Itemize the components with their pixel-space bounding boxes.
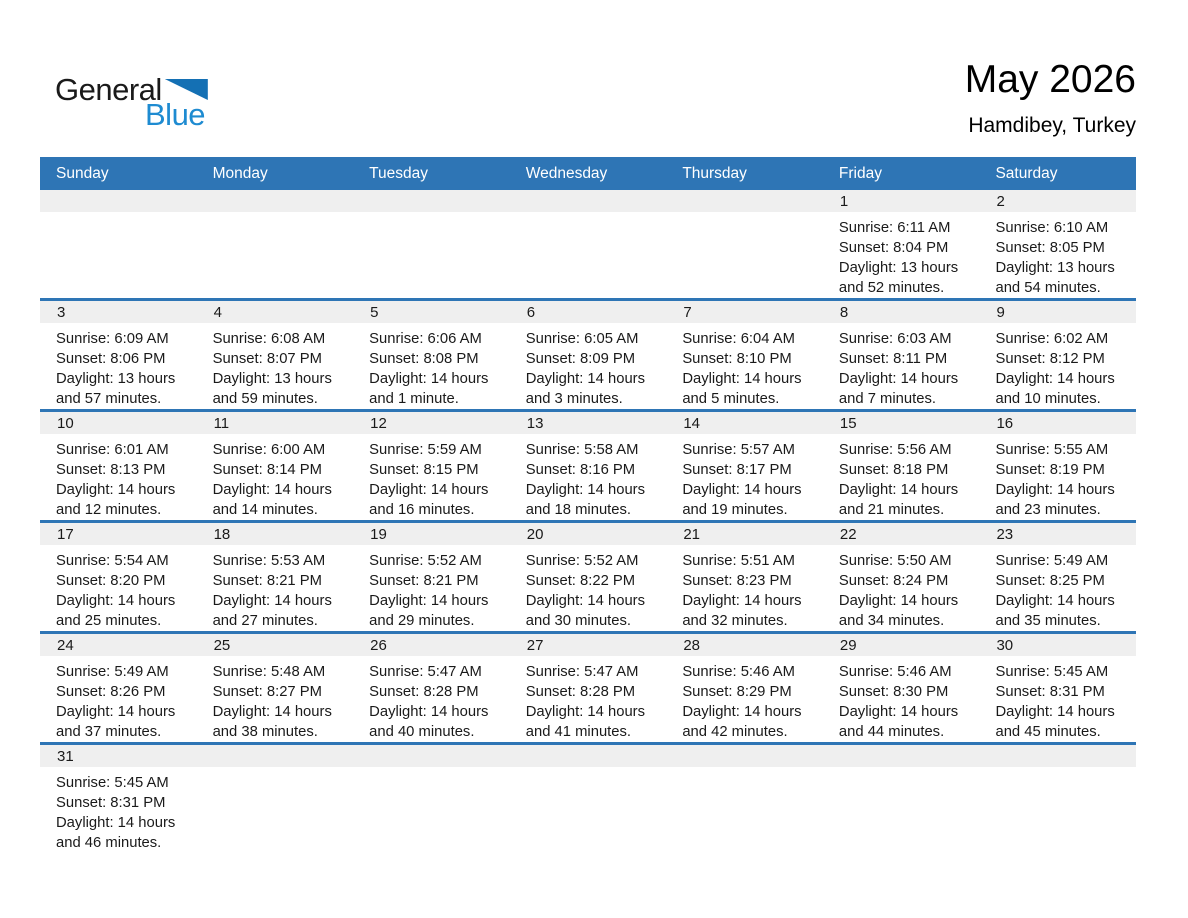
daylight-text-line1: Daylight: 14 hours	[995, 593, 1115, 609]
day-number: 1	[823, 190, 980, 212]
daylight-text-line1: Daylight: 14 hours	[212, 704, 332, 720]
sunset-text: Sunset: 8:23 PM	[682, 573, 792, 589]
sunrise-text: Sunrise: 6:08 AM	[212, 331, 326, 347]
day-info	[823, 323, 980, 409]
sunset-text: Sunset: 8:04 PM	[838, 240, 949, 256]
daylight-text-line1: Daylight: 14 hours	[525, 482, 645, 498]
day-number	[510, 190, 667, 212]
day-info	[197, 767, 354, 852]
weekday-header-row	[40, 157, 1136, 190]
daylight-text-line1: Daylight: 14 hours	[56, 815, 176, 831]
sunset-text: Sunset: 8:27 PM	[212, 684, 322, 700]
daylight-text-line1: Daylight: 13 hours	[995, 260, 1115, 276]
day-number: 7	[666, 301, 823, 323]
daylight-text-line2: and 27 minutes.	[212, 613, 318, 629]
day-cell	[353, 301, 510, 409]
daylight-text-line1: Daylight: 14 hours	[682, 482, 802, 498]
day-cell	[197, 412, 354, 520]
daylight-text-line2: and 19 minutes.	[682, 502, 788, 518]
week-row	[40, 631, 1136, 742]
day-number: 15	[823, 412, 980, 434]
day-cell	[823, 301, 980, 409]
weekday-header-thursday: Thursday	[682, 164, 747, 182]
day-info	[979, 212, 1136, 298]
page-title: May 2026	[964, 58, 1136, 101]
weekday-header-wednesday: Wednesday	[525, 164, 608, 182]
sunset-text: Sunset: 8:11 PM	[838, 351, 948, 367]
day-number: 2	[979, 190, 1136, 212]
sunset-text: Sunset: 8:13 PM	[56, 462, 166, 478]
sunrise-text: Sunrise: 6:10 AM	[995, 220, 1109, 236]
weekday-header-sunday: Sunday	[56, 164, 109, 182]
daylight-text-line1: Daylight: 14 hours	[369, 371, 489, 387]
daylight-text-line2: and 44 minutes.	[838, 724, 945, 740]
calendar-grid	[40, 190, 1136, 853]
daylight-text-line2: and 29 minutes.	[369, 613, 475, 629]
day-number: 26	[353, 634, 510, 656]
week-row	[40, 520, 1136, 631]
daylight-text-line2: and 30 minutes.	[525, 613, 632, 629]
daylight-text-line2: and 59 minutes.	[212, 391, 318, 407]
empty-day-cell	[40, 190, 197, 298]
sunrise-text: Sunrise: 6:03 AM	[838, 331, 952, 347]
day-cell	[979, 523, 1136, 631]
day-number: 27	[510, 634, 667, 656]
day-info	[823, 434, 980, 520]
sunset-text: Sunset: 8:21 PM	[369, 573, 479, 589]
daylight-text-line1: Daylight: 14 hours	[56, 704, 176, 720]
day-number: 12	[353, 412, 510, 434]
daylight-text-line2: and 46 minutes.	[56, 835, 162, 851]
daylight-text-line2: and 54 minutes.	[995, 280, 1101, 296]
day-info	[40, 656, 197, 742]
day-cell	[40, 634, 197, 742]
sunset-text: Sunset: 8:21 PM	[212, 573, 322, 589]
sunrise-text: Sunrise: 5:45 AM	[56, 775, 169, 791]
daylight-text-line2: and 41 minutes.	[525, 724, 632, 740]
day-cell	[666, 412, 823, 520]
day-cell	[823, 190, 980, 298]
daylight-text-line1: Daylight: 14 hours	[369, 704, 489, 720]
sunrise-text: Sunrise: 5:46 AM	[682, 664, 795, 680]
sunset-text: Sunset: 8:07 PM	[212, 351, 322, 367]
day-number: 14	[666, 412, 823, 434]
daylight-text-line2: and 45 minutes.	[995, 724, 1101, 740]
day-number	[510, 745, 667, 767]
day-info	[666, 212, 823, 297]
day-info	[979, 767, 1136, 852]
sunrise-text: Sunrise: 5:55 AM	[995, 442, 1109, 458]
day-number	[979, 745, 1136, 767]
daylight-text-line1: Daylight: 14 hours	[995, 482, 1115, 498]
sunrise-text: Sunrise: 6:06 AM	[369, 331, 482, 347]
daylight-text-line2: and 52 minutes.	[838, 280, 945, 296]
day-cell	[197, 634, 354, 742]
sunrise-text: Sunrise: 5:52 AM	[369, 553, 482, 569]
day-cell	[979, 190, 1136, 298]
day-cell	[40, 745, 197, 853]
week-row	[40, 409, 1136, 520]
daylight-text-line1: Daylight: 14 hours	[525, 371, 645, 387]
day-number: 8	[823, 301, 980, 323]
week-row	[40, 298, 1136, 409]
day-info	[353, 767, 510, 852]
day-cell	[823, 634, 980, 742]
empty-day-cell	[510, 745, 667, 853]
day-info	[510, 323, 667, 409]
day-info	[666, 323, 823, 409]
general-blue-logo	[55, 74, 208, 131]
day-number	[666, 745, 823, 767]
daylight-text-line1: Daylight: 13 hours	[838, 260, 959, 276]
day-info	[510, 656, 667, 742]
day-info	[40, 323, 197, 409]
day-info	[40, 212, 197, 297]
sunrise-text: Sunrise: 5:54 AM	[56, 553, 169, 569]
sunset-text: Sunset: 8:25 PM	[995, 573, 1105, 589]
day-cell	[666, 634, 823, 742]
sunset-text: Sunset: 8:16 PM	[525, 462, 636, 478]
daylight-text-line1: Daylight: 14 hours	[56, 482, 176, 498]
day-number: 23	[979, 523, 1136, 545]
day-number: 19	[353, 523, 510, 545]
daylight-text-line1: Daylight: 14 hours	[995, 704, 1115, 720]
day-number: 17	[40, 523, 197, 545]
sunset-text: Sunset: 8:05 PM	[995, 240, 1105, 256]
empty-day-cell	[510, 190, 667, 298]
sunset-text: Sunset: 8:15 PM	[369, 462, 479, 478]
day-info	[823, 212, 980, 298]
day-info	[979, 545, 1136, 631]
day-info	[353, 656, 510, 742]
sunset-text: Sunset: 8:19 PM	[995, 462, 1105, 478]
sunrise-text: Sunrise: 5:45 AM	[995, 664, 1109, 680]
page-location: Hamdibey, Turkey	[968, 114, 1136, 137]
sunset-text: Sunset: 8:14 PM	[212, 462, 322, 478]
day-number	[666, 190, 823, 212]
day-info	[353, 545, 510, 631]
title-block	[965, 57, 1136, 138]
daylight-text-line2: and 23 minutes.	[995, 502, 1101, 518]
daylight-text-line2: and 18 minutes.	[525, 502, 632, 518]
daylight-text-line1: Daylight: 13 hours	[56, 371, 176, 387]
daylight-text-line2: and 10 minutes.	[995, 391, 1101, 407]
day-info	[353, 212, 510, 297]
sunrise-text: Sunrise: 5:59 AM	[369, 442, 482, 458]
day-info	[40, 545, 197, 631]
weekday-header-friday: Friday	[838, 164, 882, 182]
day-cell	[40, 523, 197, 631]
sunrise-text: Sunrise: 5:58 AM	[525, 442, 639, 458]
day-info	[40, 767, 197, 853]
day-info	[353, 323, 510, 409]
weekday-header-saturday: Saturday	[995, 164, 1058, 182]
daylight-text-line2: and 35 minutes.	[995, 613, 1101, 629]
empty-day-cell	[979, 745, 1136, 853]
sunrise-text: Sunrise: 5:56 AM	[838, 442, 952, 458]
empty-day-cell	[823, 745, 980, 853]
day-number	[353, 190, 510, 212]
day-number: 5	[353, 301, 510, 323]
day-number	[40, 190, 197, 212]
daylight-text-line2: and 3 minutes.	[525, 391, 623, 407]
sunset-text: Sunset: 8:31 PM	[995, 684, 1105, 700]
daylight-text-line2: and 16 minutes.	[369, 502, 475, 518]
sunset-text: Sunset: 8:26 PM	[56, 684, 166, 700]
day-number	[823, 745, 980, 767]
daylight-text-line2: and 34 minutes.	[838, 613, 945, 629]
day-cell	[353, 523, 510, 631]
daylight-text-line2: and 12 minutes.	[56, 502, 162, 518]
day-cell	[197, 523, 354, 631]
day-info	[197, 545, 354, 631]
daylight-text-line1: Daylight: 14 hours	[369, 593, 489, 609]
sunset-text: Sunset: 8:17 PM	[682, 462, 792, 478]
day-info	[823, 767, 980, 852]
day-number	[197, 190, 354, 212]
daylight-text-line1: Daylight: 14 hours	[682, 593, 802, 609]
daylight-text-line2: and 57 minutes.	[56, 391, 162, 407]
day-info	[979, 323, 1136, 409]
day-number: 13	[510, 412, 667, 434]
daylight-text-line2: and 25 minutes.	[56, 613, 162, 629]
sunrise-text: Sunrise: 5:49 AM	[56, 664, 169, 680]
week-row	[40, 742, 1136, 853]
empty-day-cell	[666, 190, 823, 298]
sunrise-text: Sunrise: 6:02 AM	[995, 331, 1109, 347]
sunrise-text: Sunrise: 6:11 AM	[838, 220, 951, 236]
sunset-text: Sunset: 8:06 PM	[56, 351, 166, 367]
day-info	[197, 656, 354, 742]
daylight-text-line1: Daylight: 13 hours	[212, 371, 332, 387]
sunrise-text: Sunrise: 6:05 AM	[525, 331, 639, 347]
day-cell	[510, 301, 667, 409]
empty-day-cell	[353, 190, 510, 298]
day-number: 24	[40, 634, 197, 656]
empty-day-cell	[197, 190, 354, 298]
daylight-text-line1: Daylight: 14 hours	[212, 593, 332, 609]
daylight-text-line1: Daylight: 14 hours	[369, 482, 489, 498]
sunset-text: Sunset: 8:29 PM	[682, 684, 792, 700]
day-cell	[823, 412, 980, 520]
day-cell	[40, 412, 197, 520]
day-number: 20	[510, 523, 667, 545]
daylight-text-line1: Daylight: 14 hours	[682, 371, 802, 387]
day-info	[510, 434, 667, 520]
empty-day-cell	[666, 745, 823, 853]
day-info	[197, 212, 354, 297]
week-row	[40, 190, 1136, 298]
daylight-text-line2: and 21 minutes.	[838, 502, 945, 518]
day-cell	[353, 634, 510, 742]
daylight-text-line1: Daylight: 14 hours	[525, 593, 645, 609]
day-info	[666, 434, 823, 520]
day-number: 29	[823, 634, 980, 656]
day-number: 11	[197, 412, 354, 434]
day-number: 22	[823, 523, 980, 545]
daylight-text-line2: and 5 minutes.	[682, 391, 780, 407]
day-cell	[197, 301, 354, 409]
sunrise-text: Sunrise: 5:52 AM	[525, 553, 639, 569]
day-info	[510, 767, 667, 852]
daylight-text-line1: Daylight: 14 hours	[838, 593, 959, 609]
sunset-text: Sunset: 8:28 PM	[525, 684, 636, 700]
day-number: 30	[979, 634, 1136, 656]
day-number: 9	[979, 301, 1136, 323]
sunset-text: Sunset: 8:10 PM	[682, 351, 792, 367]
sunset-text: Sunset: 8:28 PM	[369, 684, 479, 700]
sunset-text: Sunset: 8:24 PM	[838, 573, 949, 589]
day-info	[40, 434, 197, 520]
sunset-text: Sunset: 8:20 PM	[56, 573, 166, 589]
day-info	[197, 434, 354, 520]
day-info	[823, 545, 980, 631]
sunset-text: Sunset: 8:09 PM	[525, 351, 636, 367]
sunset-text: Sunset: 8:31 PM	[56, 795, 166, 811]
day-number: 3	[40, 301, 197, 323]
day-info	[666, 656, 823, 742]
daylight-text-line1: Daylight: 14 hours	[838, 371, 959, 387]
day-cell	[823, 523, 980, 631]
day-info	[510, 212, 667, 297]
sunrise-text: Sunrise: 5:47 AM	[525, 664, 639, 680]
empty-day-cell	[353, 745, 510, 853]
day-number: 6	[510, 301, 667, 323]
day-cell	[666, 523, 823, 631]
day-number: 4	[197, 301, 354, 323]
daylight-text-line2: and 7 minutes.	[838, 391, 936, 407]
daylight-text-line2: and 42 minutes.	[682, 724, 788, 740]
day-info	[510, 545, 667, 631]
day-number: 21	[666, 523, 823, 545]
sunrise-text: Sunrise: 5:57 AM	[682, 442, 795, 458]
weekday-header-tuesday: Tuesday	[369, 164, 429, 182]
sunrise-text: Sunrise: 5:50 AM	[838, 553, 952, 569]
daylight-text-line2: and 38 minutes.	[212, 724, 318, 740]
daylight-text-line1: Daylight: 14 hours	[212, 482, 332, 498]
sunset-text: Sunset: 8:18 PM	[838, 462, 949, 478]
daylight-text-line2: and 14 minutes.	[212, 502, 318, 518]
day-cell	[510, 412, 667, 520]
day-cell	[353, 412, 510, 520]
daylight-text-line1: Daylight: 14 hours	[838, 482, 959, 498]
sunrise-text: Sunrise: 5:53 AM	[212, 553, 326, 569]
daylight-text-line2: and 32 minutes.	[682, 613, 788, 629]
daylight-text-line2: and 37 minutes.	[56, 724, 162, 740]
day-cell	[510, 523, 667, 631]
sunrise-text: Sunrise: 5:48 AM	[212, 664, 326, 680]
day-cell	[979, 301, 1136, 409]
day-number: 10	[40, 412, 197, 434]
day-info	[979, 656, 1136, 742]
sunset-text: Sunset: 8:08 PM	[369, 351, 479, 367]
sunrise-text: Sunrise: 5:51 AM	[682, 553, 795, 569]
day-info	[823, 656, 980, 742]
day-info	[666, 767, 823, 852]
daylight-text-line2: and 1 minute.	[369, 391, 459, 407]
sunrise-text: Sunrise: 6:09 AM	[56, 331, 169, 347]
day-info	[979, 434, 1136, 520]
daylight-text-line1: Daylight: 14 hours	[56, 593, 176, 609]
day-cell	[979, 634, 1136, 742]
daylight-text-line2: and 40 minutes.	[369, 724, 475, 740]
day-info	[666, 545, 823, 631]
day-number: 31	[40, 745, 197, 767]
sunrise-text: Sunrise: 5:47 AM	[369, 664, 482, 680]
day-cell	[666, 301, 823, 409]
sunrise-text: Sunrise: 5:49 AM	[995, 553, 1109, 569]
sunset-text: Sunset: 8:12 PM	[995, 351, 1105, 367]
day-number: 16	[979, 412, 1136, 434]
logo-text-general: General	[55, 72, 162, 107]
day-number: 28	[666, 634, 823, 656]
day-number	[353, 745, 510, 767]
daylight-text-line1: Daylight: 14 hours	[995, 371, 1115, 387]
daylight-text-line1: Daylight: 14 hours	[682, 704, 802, 720]
weekday-header-monday: Monday	[212, 164, 268, 182]
day-cell	[510, 634, 667, 742]
day-info	[197, 323, 354, 409]
calendar	[40, 157, 1136, 853]
daylight-text-line1: Daylight: 14 hours	[525, 704, 645, 720]
logo-row-blue	[145, 99, 208, 131]
daylight-text-line1: Daylight: 14 hours	[838, 704, 959, 720]
sunrise-text: Sunrise: 6:00 AM	[212, 442, 326, 458]
day-cell	[979, 412, 1136, 520]
day-info	[353, 434, 510, 520]
sunset-text: Sunset: 8:30 PM	[838, 684, 949, 700]
logo-text-blue: Blue	[145, 97, 206, 132]
day-number: 25	[197, 634, 354, 656]
sunset-text: Sunset: 8:22 PM	[525, 573, 636, 589]
day-number: 18	[197, 523, 354, 545]
day-number	[197, 745, 354, 767]
sunrise-text: Sunrise: 6:01 AM	[56, 442, 169, 458]
empty-day-cell	[197, 745, 354, 853]
day-cell	[40, 301, 197, 409]
sunrise-text: Sunrise: 5:46 AM	[838, 664, 952, 680]
sunrise-text: Sunrise: 6:04 AM	[682, 331, 795, 347]
